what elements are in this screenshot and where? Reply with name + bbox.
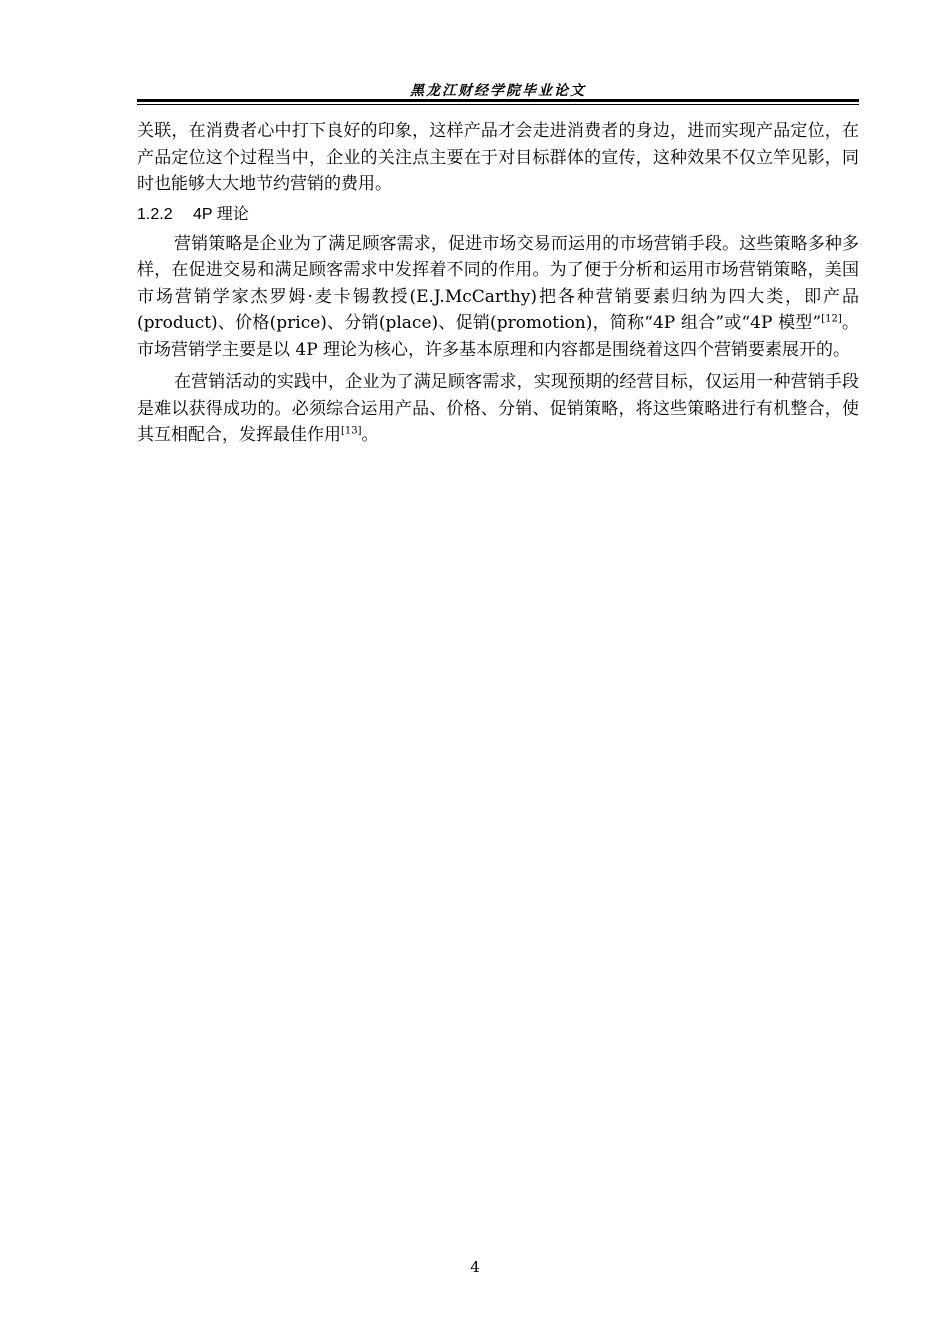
header-rule-thick <box>137 99 859 102</box>
paragraph-marketing-practice <box>137 369 859 449</box>
page-number: 4 <box>470 1258 480 1276</box>
paragraph-text: 营销策略是企业为了满足顾客需求，促进市场交易而运用的市场营销手段。这些策略多种多样，在促进交易和满足顾客需求中发挥着不同的作用。为了便于分析和运用市场营销策略，美国市场营销学家杰罗姆·麦卡锡教授(E.J.McCarthy)把各种营销要素归纳为四大类，即产品(product)、价格(price)、分销(place)、促销(promotion)，简称“4P 组合”或“4P 模型” <box>137 233 859 333</box>
section-heading <box>137 203 859 227</box>
citation-12: [12] <box>821 313 842 325</box>
page-content <box>137 118 859 449</box>
paragraph-text: 。 <box>361 425 379 445</box>
paragraph-4p-theory <box>137 231 859 364</box>
paragraph-continued: 关联，在消费者心中打下良好的印象，这样产品才会走进消费者的身边，进而实现产品定位，在产品定位这个过程当中，企业的关注点主要在于对目标群体的宣传，这种效果不仅立竿见影，同时也能够大大地节约营销的费用。 <box>137 121 859 194</box>
header-title: 黑龙江财经学院毕业论文 <box>410 83 586 99</box>
citation-13: [13] <box>341 425 362 437</box>
paragraph-text: 。市场营销学主要是以 4P 理论为核心，许多基本原理和内容都是围绕着这四个营销要素展开的。 <box>137 313 859 360</box>
section-title: 4P 理论 <box>193 205 249 223</box>
header-rule-thin <box>137 104 859 105</box>
page-header <box>137 75 859 105</box>
section-number: 1.2.2 <box>137 205 173 223</box>
paragraph-text: 在营销活动的实践中，企业为了满足顾客需求，实现预期的经营目标，仅运用一种营销手段是难以获得成功的。必须综合运用产品、价格、分销、促销策略，将这些策略进行有机整合，使其互相配合，发挥最佳作用 <box>137 372 859 445</box>
